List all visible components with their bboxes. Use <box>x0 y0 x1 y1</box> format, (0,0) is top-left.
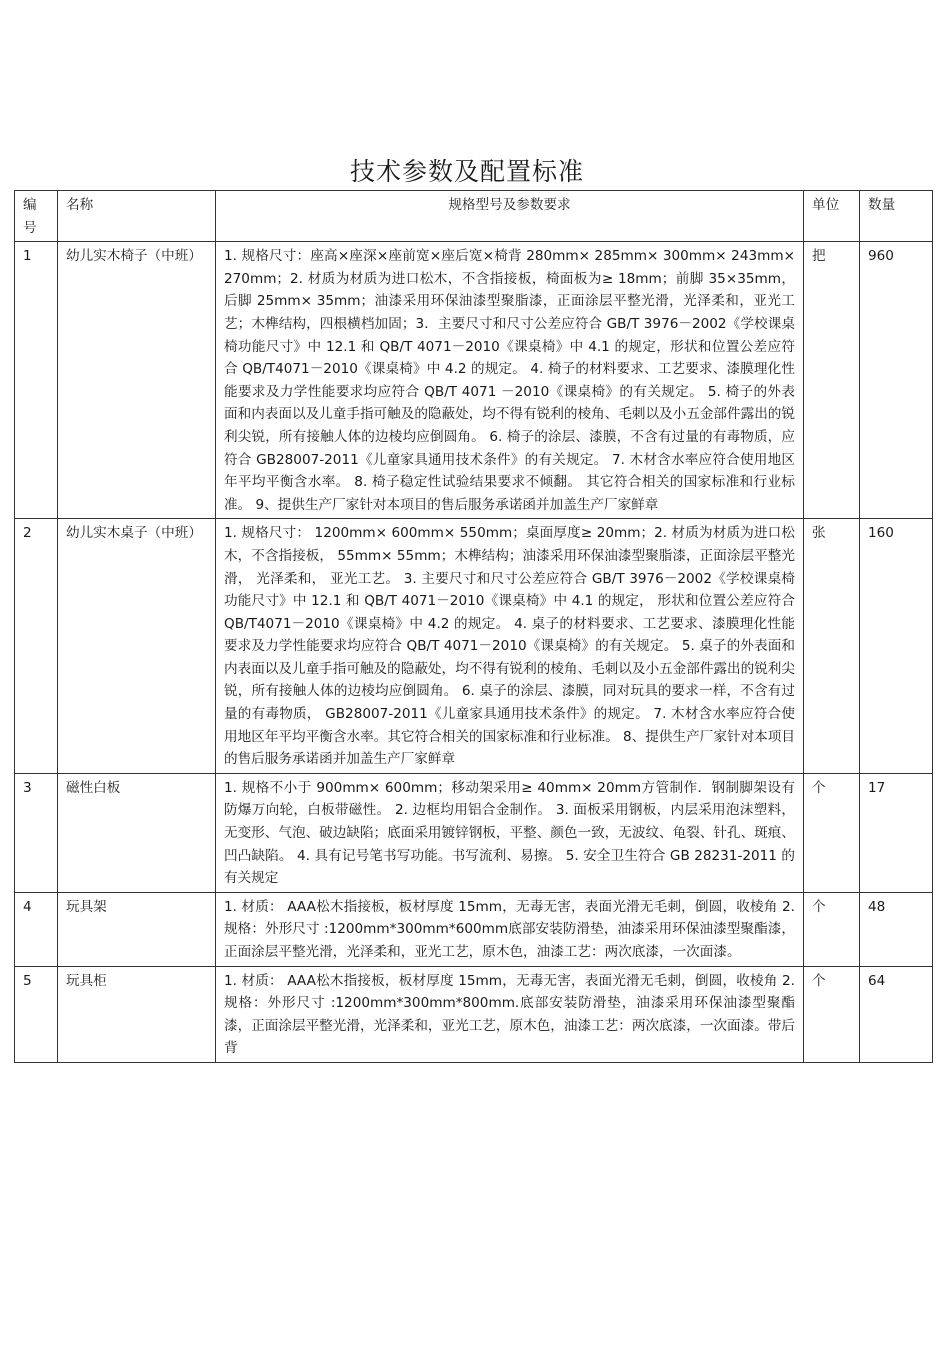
header-no: 编号 <box>15 191 58 242</box>
table-row <box>15 519 933 774</box>
row-unit: 个 <box>804 773 860 892</box>
table-row <box>15 966 933 1062</box>
table-row <box>15 892 933 966</box>
spec-table <box>14 190 933 1063</box>
row-spec: 1. 材质： AAA松木指接板，板材厚度 15mm，无毒无害，表面光滑无毛刺，倒圆，收棱角 2. 规格：外形尺寸 :1200mm*300mm*800mm.底部安装防滑垫，油漆采用环保油漆型聚酯漆，正面涂层平整光滑，光泽柔和，亚光工艺，原木色，油漆工艺：两次底漆，一次面漆。带后背 <box>216 966 804 1062</box>
row-unit: 张 <box>804 519 860 774</box>
header-name: 名称 <box>58 191 216 242</box>
row-name: 幼儿实木椅子（中班） <box>58 242 216 519</box>
table-header-row <box>15 191 933 242</box>
page-title: 技术参数及配置标准 <box>349 157 584 186</box>
row-name: 玩具柜 <box>58 966 216 1062</box>
row-name: 幼儿实木桌子（中班） <box>58 519 216 774</box>
header-unit: 单位 <box>804 191 860 242</box>
row-qty: 17 <box>860 773 933 892</box>
row-unit: 把 <box>804 242 860 519</box>
row-no: 1 <box>15 242 58 519</box>
header-qty: 数量 <box>860 191 933 242</box>
row-spec: 1. 规格尺寸： 1200mm× 600mm× 550mm；桌面厚度≥ 20mm；2. 材质为材质为进口松木，不含指接板， 55mm× 55mm；木榫结构；油漆采用环保油漆型聚脂漆，正面涂层平整光滑， 光泽柔和， 亚光工艺。 3. 主要尺寸和尺寸公差应符合 GB/T 3976－2002《学校课桌椅功能尺寸》中 12.1 和 QB/T 4071－2010《课桌椅》中 4.1 的规定， 形状和位置公差应符合 QB/T4071－2010《课桌椅》中 4.2 的规定。 4. 桌子的材料要求、工艺要求、漆膜理化性能要求及力学性能要求均应符合 QB/T 4071－2010《课桌椅》的有关规定。 5. 桌子的外表面和内表面以及儿童手指可触及的隐蔽处，均不得有锐利的棱角、毛刺以及小五金部件露出的锐利尖锐，所有接触人体的边棱均应倒圆角。 6. 桌子的涂层、漆膜，同对玩具的要求一样，不含有过量的有毒物质， GB28007-2011《儿童家具通用技术条件》的规定。 7. 木材含水率应符合使用地区年平均平衡含水率。其它符合相关的国家标准和行业标准。 8、提供生产厂家针对本项目的售后服务承诺函并加盖生产厂家鲜章 <box>216 519 804 774</box>
table-row <box>15 242 933 519</box>
row-qty: 960 <box>860 242 933 519</box>
table-row <box>15 773 933 892</box>
row-name: 玩具架 <box>58 892 216 966</box>
row-no: 4 <box>15 892 58 966</box>
row-qty: 160 <box>860 519 933 774</box>
row-unit: 个 <box>804 892 860 966</box>
row-no: 2 <box>15 519 58 774</box>
row-no: 3 <box>15 773 58 892</box>
header-spec: 规格型号及参数要求 <box>216 191 804 242</box>
row-spec: 1. 规格尺寸：座高×座深×座前宽×座后宽×椅背 280mm× 285mm× 300mm× 243mm× 270mm；2. 材质为材质为进口松木，不含指接板，椅面板为≥ 18mm；前脚 35×35mm，后脚 25mm× 35mm；油漆采用环保油漆型聚脂漆，正面涂层平整光滑，光泽柔和，亚光工艺；木榫结构，四根横档加固；3．主要尺寸和尺寸公差应符合 GB/T 3976－2002《学校课桌椅功能尺寸》中 12.1 和 QB/T 4071－2010《课桌椅》中 4.1 的规定，形状和位置公差应符合 QB/T4071－2010《课桌椅》中 4.2 的规定。 4. 椅子的材料要求、工艺要求、漆膜理化性能要求及力学性能要求均应符合 QB/T 4071 －2010《课桌椅》的有关规定。 5. 椅子的外表面和内表面以及儿童手指可触及的隐蔽处，均不得有锐利的棱角、毛刺以及小五金部件露出的锐利尖锐，所有接触人体的边棱均应倒圆角。 6. 椅子的涂层、漆膜，不含有过量的有毒物质，应符合 GB28007-2011《儿童家具通用技术条件》的有关规定。 7. 木材含水率应符合使用地区年平均平衡含水率。 8. 椅子稳定性试验结果要求不倾翻。 其它符合相关的国家标准和行业标准。 9、提供生产厂家针对本项目的售后服务承诺函并加盖生产厂家鲜章 <box>216 242 804 519</box>
row-no: 5 <box>15 966 58 1062</box>
row-qty: 48 <box>860 892 933 966</box>
row-spec: 1. 材质： AAA松木指接板，板材厚度 15mm，无毒无害，表面光滑无毛刺，倒圆，收棱角 2. 规格：外形尺寸 :1200mm*300mm*600mm底部安装防滑垫，油漆采用环保油漆型聚酯漆，正面涂层平整光滑，光泽柔和，亚光工艺，原木色，油漆工艺：两次底漆，一次面漆。 <box>216 892 804 966</box>
row-qty: 64 <box>860 966 933 1062</box>
row-unit: 个 <box>804 966 860 1062</box>
row-name: 磁性白板 <box>58 773 216 892</box>
row-spec: 1. 规格不小于 900mm× 600mm；移动架采用≥ 40mm× 20mm方管制作．钢制脚架设有防爆万向轮，白板带磁性。 2. 边框均用铝合金制作。 3. 面板采用钢板，内层采用泡沫塑料，无变形、气泡、破边缺陷；底面采用镀锌钢板，平整、颜色一致，无波纹、龟裂、针孔、斑痕、凹凸缺陷。 4. 具有记号笔书写功能。书写流利、易擦。 5. 安全卫生符合 GB 28231-2011 的有关规定 <box>216 773 804 892</box>
